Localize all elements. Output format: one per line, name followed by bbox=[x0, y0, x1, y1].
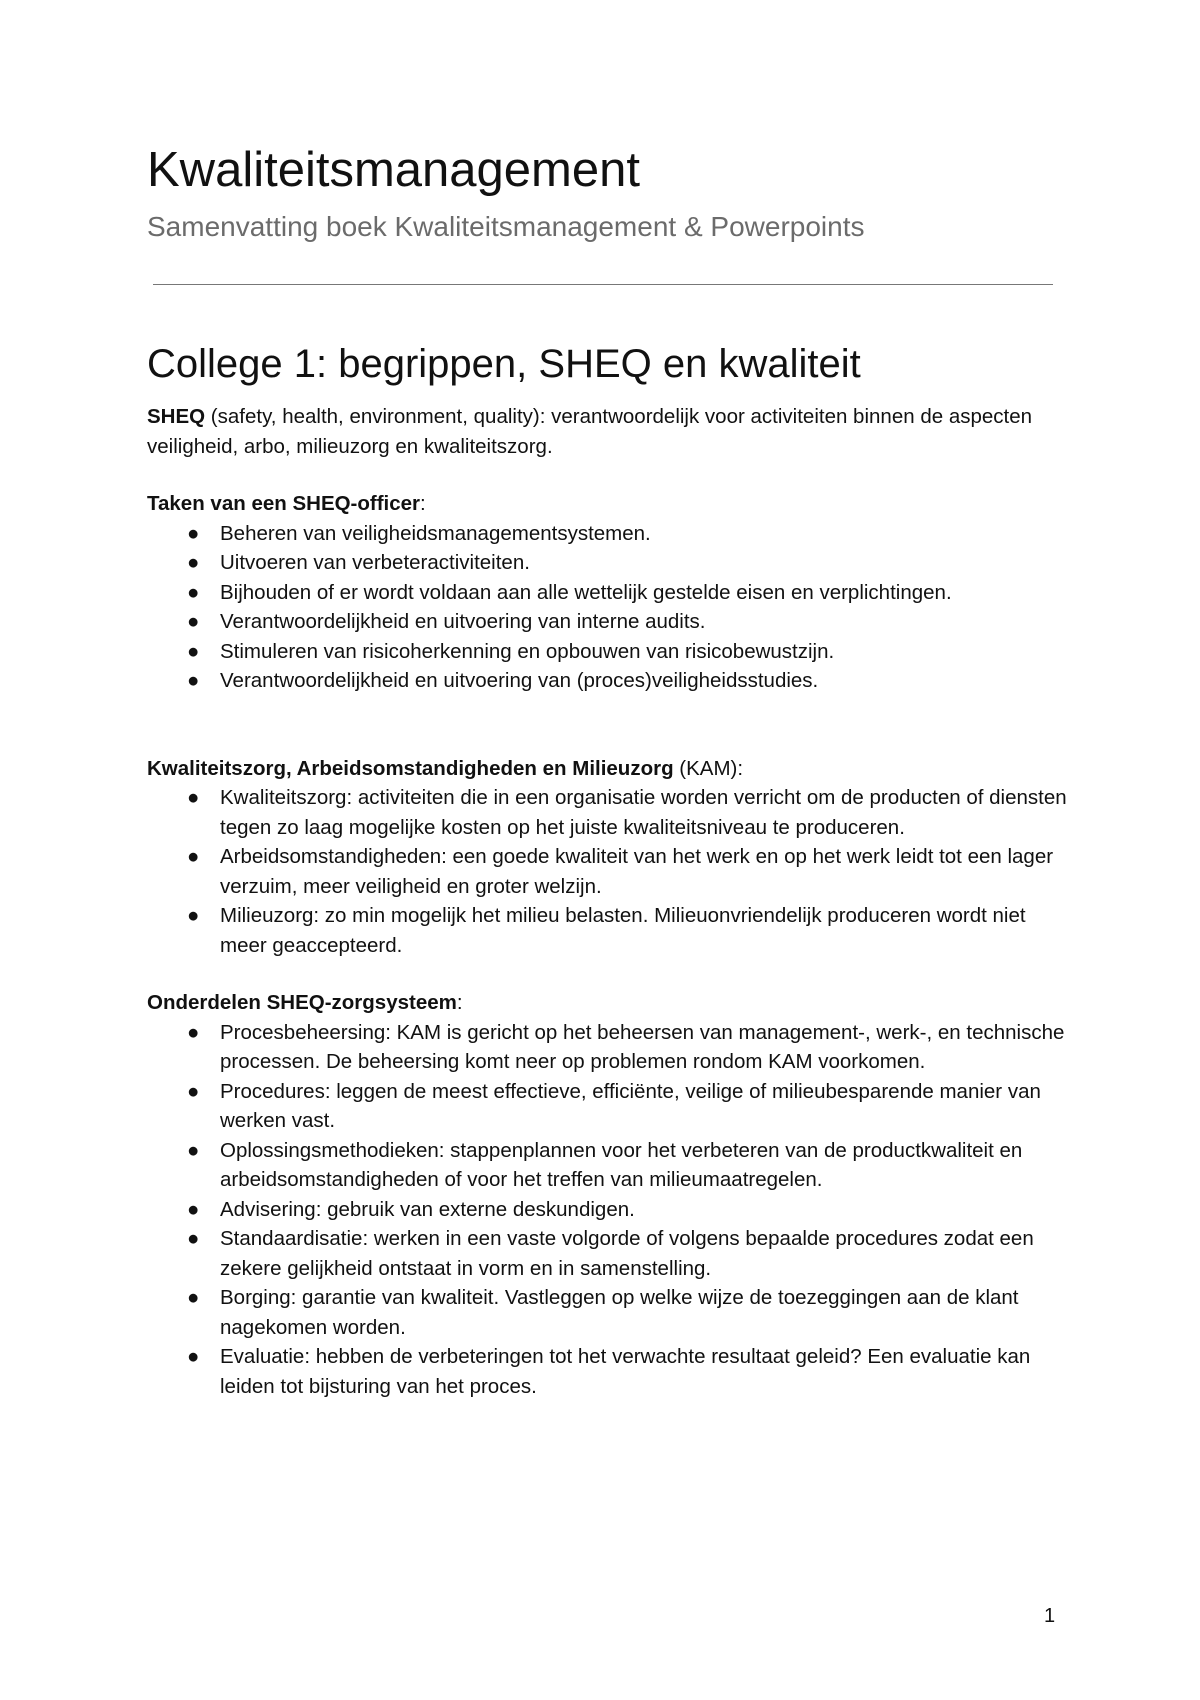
kam-list bbox=[147, 783, 1067, 960]
list-item-text: Procesbeheersing: KAM is gericht op het beheersen van management-, werk-, en technische processen. De beheersing komt neer op problemen rondom KAM voorkomen. bbox=[220, 1020, 1065, 1073]
bullet-icon: ● bbox=[187, 610, 200, 633]
sheq-definition-text: (safety, health, environment, quality): verantwoordelijk voor activiteiten binnen de aspecten veiligheid, arbo, milieuzorg en kwaliteitszorg. bbox=[147, 405, 1033, 458]
bullet-icon: ● bbox=[187, 1197, 200, 1221]
bullet-icon: ● bbox=[187, 639, 200, 663]
list-item bbox=[147, 1224, 1067, 1283]
document-subtitle: Samenvatting boek Kwaliteitsmanagement & Powerpoints bbox=[147, 211, 865, 242]
list-item bbox=[147, 1018, 1067, 1077]
list-item-text: Evaluatie: hebben de verbeteringen tot het verwachte resultaat geleid? Een evaluatie kan leiden tot bijsturing van het proces. bbox=[220, 1345, 1031, 1398]
bullet-icon: ● bbox=[187, 904, 200, 927]
sheq-term: SHEQ bbox=[147, 405, 206, 428]
components-label bbox=[147, 988, 1067, 1018]
bullet-icon: ● bbox=[187, 580, 200, 604]
document-title: Kwaliteitsmanagement bbox=[147, 143, 640, 197]
list-item-text: Standaardisatie: werken in een vaste volgorde of volgens bepaalde procedures zodat een zekere gelijkheid ontstaat in vorm en in samenstelling. bbox=[220, 1227, 1034, 1280]
bullet-icon: ● bbox=[187, 551, 200, 574]
list-item bbox=[147, 1077, 1067, 1136]
bullet-icon: ● bbox=[187, 1138, 200, 1162]
list-item-text: Milieuzorg: zo min mogelijk het milieu belasten. Milieuonvriendelijk produceren wordt niet meer geaccepteerd. bbox=[220, 904, 1026, 957]
title-divider bbox=[153, 284, 1053, 285]
tasks-label bbox=[147, 489, 1067, 519]
list-item-text: Bijhouden of er wordt voldaan aan alle wettelijk gestelde eisen en verplichtingen. bbox=[220, 580, 952, 604]
bullet-icon: ● bbox=[187, 669, 200, 692]
list-item bbox=[147, 1283, 1067, 1342]
list-item bbox=[147, 901, 1067, 960]
list-item-text: Stimuleren van risicoherkenning en opbouwen van risicobewustzijn. bbox=[220, 639, 835, 663]
list-item bbox=[147, 842, 1067, 901]
tasks-label-text: Taken van een SHEQ-officer bbox=[147, 492, 421, 515]
components-label-suffix: : bbox=[456, 991, 463, 1014]
list-item bbox=[147, 783, 1067, 842]
kam-label-suffix: (KAM): bbox=[673, 756, 744, 780]
list-item bbox=[147, 578, 1067, 608]
bullet-icon: ● bbox=[187, 1079, 200, 1103]
list-item-text: Advisering: gebruik van externe deskundigen. bbox=[220, 1197, 635, 1221]
list-item-text: Oplossingsmethodieken: stappenplannen voor het verbeteren van de productkwaliteit en arbeidsomstandigheden of voor het treffen van milieumaatregelen. bbox=[220, 1138, 1023, 1191]
tasks-label-suffix: : bbox=[420, 492, 426, 515]
list-item-text: Kwaliteitszorg: activiteiten die in een organisatie worden verricht om de producten of diensten tegen zo laag mogelijke kosten op het juiste kwaliteitsniveau te produceren. bbox=[220, 786, 1067, 839]
section-heading: College 1: begrippen, SHEQ en kwaliteit bbox=[147, 342, 861, 386]
bullet-icon: ● bbox=[187, 521, 200, 545]
bullet-icon: ● bbox=[187, 786, 200, 809]
list-item-text: Verantwoordelijkheid en uitvoering van (proces)veiligheidsstudies. bbox=[220, 669, 819, 692]
bullet-icon: ● bbox=[187, 1020, 200, 1044]
list-item bbox=[147, 666, 1067, 696]
list-item bbox=[147, 1342, 1067, 1401]
document-page bbox=[147, 140, 1067, 1398]
components-label-text: Onderdelen SHEQ-zorgsysteem bbox=[147, 991, 457, 1014]
section-content bbox=[147, 402, 1067, 1401]
list-item-text: Arbeidsomstandigheden: een goede kwaliteit van het werk en op het werk leidt tot een lager verzuim, meer veiligheid en groter welzijn. bbox=[220, 845, 1054, 898]
sheq-definition bbox=[147, 402, 1067, 461]
components-list bbox=[147, 1018, 1067, 1402]
list-item-text: Procedures: leggen de meest effectieve, efficiënte, veilige of milieubesparende manier van werken vast. bbox=[220, 1079, 1041, 1132]
kam-label-text: Kwaliteitszorg, Arbeidsomstandigheden en Milieuzorg bbox=[147, 756, 674, 780]
list-item bbox=[147, 548, 1067, 578]
tasks-list bbox=[147, 519, 1067, 696]
list-item bbox=[147, 519, 1067, 549]
list-item bbox=[147, 1195, 1067, 1225]
list-item-text: Beheren van veiligheidsmanagementsystemen. bbox=[220, 521, 651, 545]
list-item-text: Verantwoordelijkheid en uitvoering van interne audits. bbox=[220, 610, 706, 633]
bullet-icon: ● bbox=[187, 1286, 200, 1309]
bullet-icon: ● bbox=[187, 1345, 200, 1368]
list-item-text: Borging: garantie van kwaliteit. Vastleggen op welke wijze de toezeggingen aan de klant nagekomen worden. bbox=[220, 1286, 1019, 1339]
bullet-icon: ● bbox=[187, 1227, 200, 1250]
kam-label bbox=[147, 754, 1067, 784]
list-item bbox=[147, 637, 1067, 667]
list-item bbox=[147, 1136, 1067, 1195]
page-number: 1 bbox=[1044, 1605, 1056, 1627]
list-item-text: Uitvoeren van verbeteractiviteiten. bbox=[220, 551, 530, 574]
list-item bbox=[147, 607, 1067, 637]
bullet-icon: ● bbox=[187, 845, 200, 868]
